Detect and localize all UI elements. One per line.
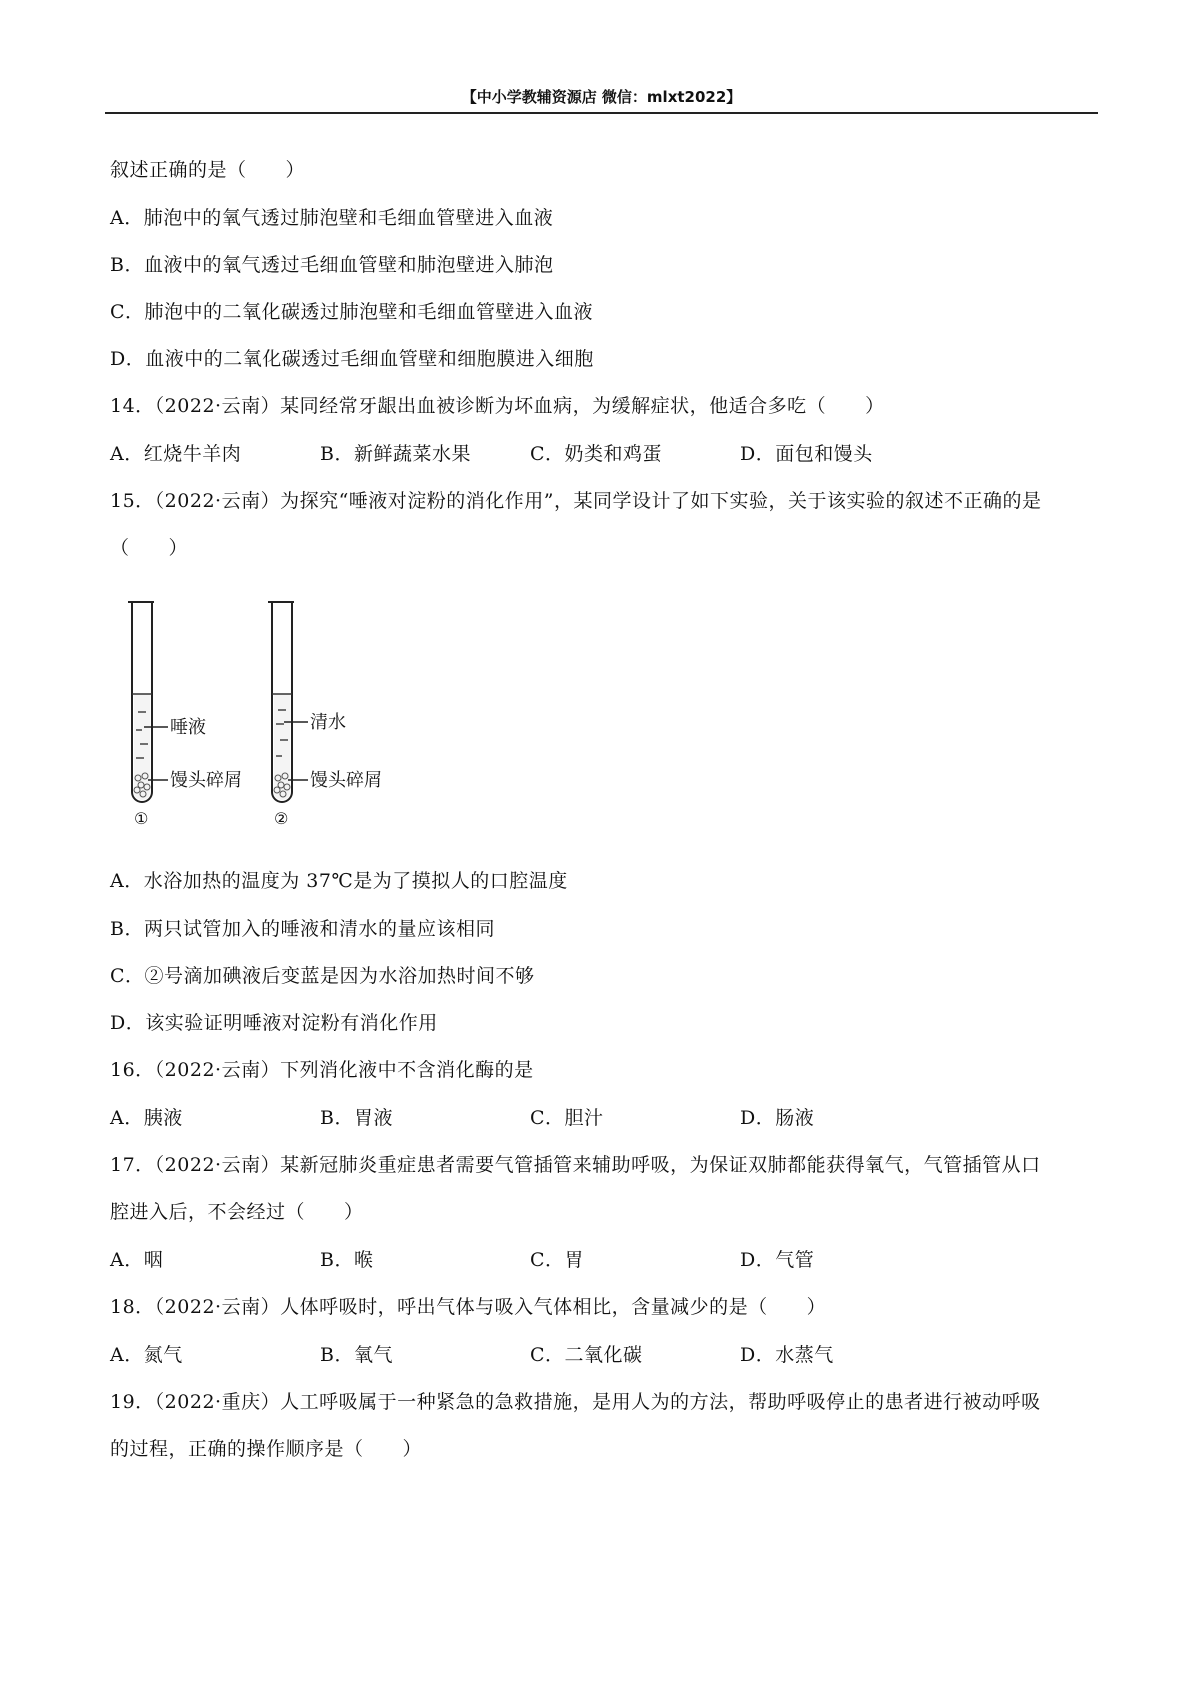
q16-stem: 16．（2022·云南）下列消化液中不含消化酶的是 (110, 1059, 534, 1081)
q15-stem-line2: （ ） (110, 537, 189, 559)
tube1-solid-label: 馒头碎屑 (170, 770, 242, 791)
q14-option-d: D．面包和馒头 (740, 443, 873, 465)
q15-option-a: A．水浴加热的温度为 37℃是为了摸拟人的口腔温度 (110, 870, 568, 892)
q14-option-b: B．新鲜蔬菜水果 (320, 443, 471, 465)
header-text: 【中小学教辅资源店 微信：mlxt2022】 (461, 88, 742, 106)
q17-option-a: A．咽 (110, 1249, 164, 1271)
q18-option-d: D．水蒸气 (740, 1344, 834, 1366)
tube2-solid-label: 馒头碎屑 (310, 770, 382, 791)
q14-option-a: A．红烧牛羊肉 (110, 443, 242, 465)
q15-option-c: C．②号滴加碘液后变蓝是因为水浴加热时间不够 (110, 965, 535, 987)
test-tube-figure (110, 592, 410, 832)
q18-option-c: C．二氧化碳 (530, 1344, 643, 1366)
q15-option-b: B．两只试管加入的唾液和清水的量应该相同 (110, 918, 495, 940)
q15-option-d: D．该实验证明唾液对淀粉有消化作用 (110, 1012, 438, 1034)
tube1-liquid-label: 唾液 (170, 717, 206, 738)
q16-option-c: C．胆汁 (530, 1107, 604, 1129)
q17-stem-line1: 17．（2022·云南）某新冠肺炎重症患者需要气管插管来辅助呼吸，为保证双肺都能获得氧气，气管插管从口 (110, 1154, 1041, 1176)
q17-stem-line2: 腔进入后，不会经过（ ） (110, 1201, 364, 1223)
q15-stem-line1: 15．（2022·云南）为探究“唾液对淀粉的消化作用”，某同学设计了如下实验，关于该实验的叙述不正确的是 (110, 490, 1042, 512)
q17-option-c: C．胃 (530, 1249, 585, 1271)
tube2-liquid-label: 清水 (310, 712, 346, 733)
q13-option-a: A．肺泡中的氧气透过肺泡壁和毛细血管壁进入血液 (110, 207, 554, 229)
q18-stem: 18．（2022·云南）人体呼吸时，呼出气体与吸入气体相比，含量减少的是（ ） (110, 1296, 827, 1318)
q17-option-d: D．气管 (740, 1249, 815, 1271)
q16-option-b: B．胃液 (320, 1107, 393, 1129)
q14-option-c: C．奶类和鸡蛋 (530, 443, 663, 465)
q13-option-d: D．血液中的二氧化碳透过毛细血管壁和细胞膜进入细胞 (110, 348, 594, 370)
q16-option-a: A．胰液 (110, 1107, 183, 1129)
q19-stem-line2: 的过程，正确的操作顺序是（ ） (110, 1438, 423, 1460)
q18-option-a: A．氮气 (110, 1344, 183, 1366)
tube1-number: ① (134, 809, 149, 828)
q14-stem: 14．（2022·云南）某同经常牙龈出血被诊断为坏血病，为缓解症状，他适合多吃（ ） (110, 395, 885, 417)
q13-option-c: C．肺泡中的二氧化碳透过肺泡壁和毛细血管壁进入血液 (110, 301, 594, 323)
tube2-number: ② (274, 809, 289, 828)
page-header (105, 86, 1098, 114)
q13-option-b: B．血液中的氧气透过毛细血管壁和肺泡壁进入肺泡 (110, 254, 554, 276)
test-tube-2 (268, 602, 308, 802)
q19-stem-line1: 19．（2022·重庆）人工呼吸属于一种紧急的急救措施，是用人为的方法，帮助呼吸停止的患者进行被动呼吸 (110, 1391, 1041, 1413)
test-tube-1 (128, 602, 168, 802)
q18-option-b: B．氧气 (320, 1344, 393, 1366)
q17-option-b: B．喉 (320, 1249, 374, 1271)
q13-stem-tail: 叙述正确的是（ ） (110, 159, 306, 181)
q16-option-d: D．肠液 (740, 1107, 815, 1129)
